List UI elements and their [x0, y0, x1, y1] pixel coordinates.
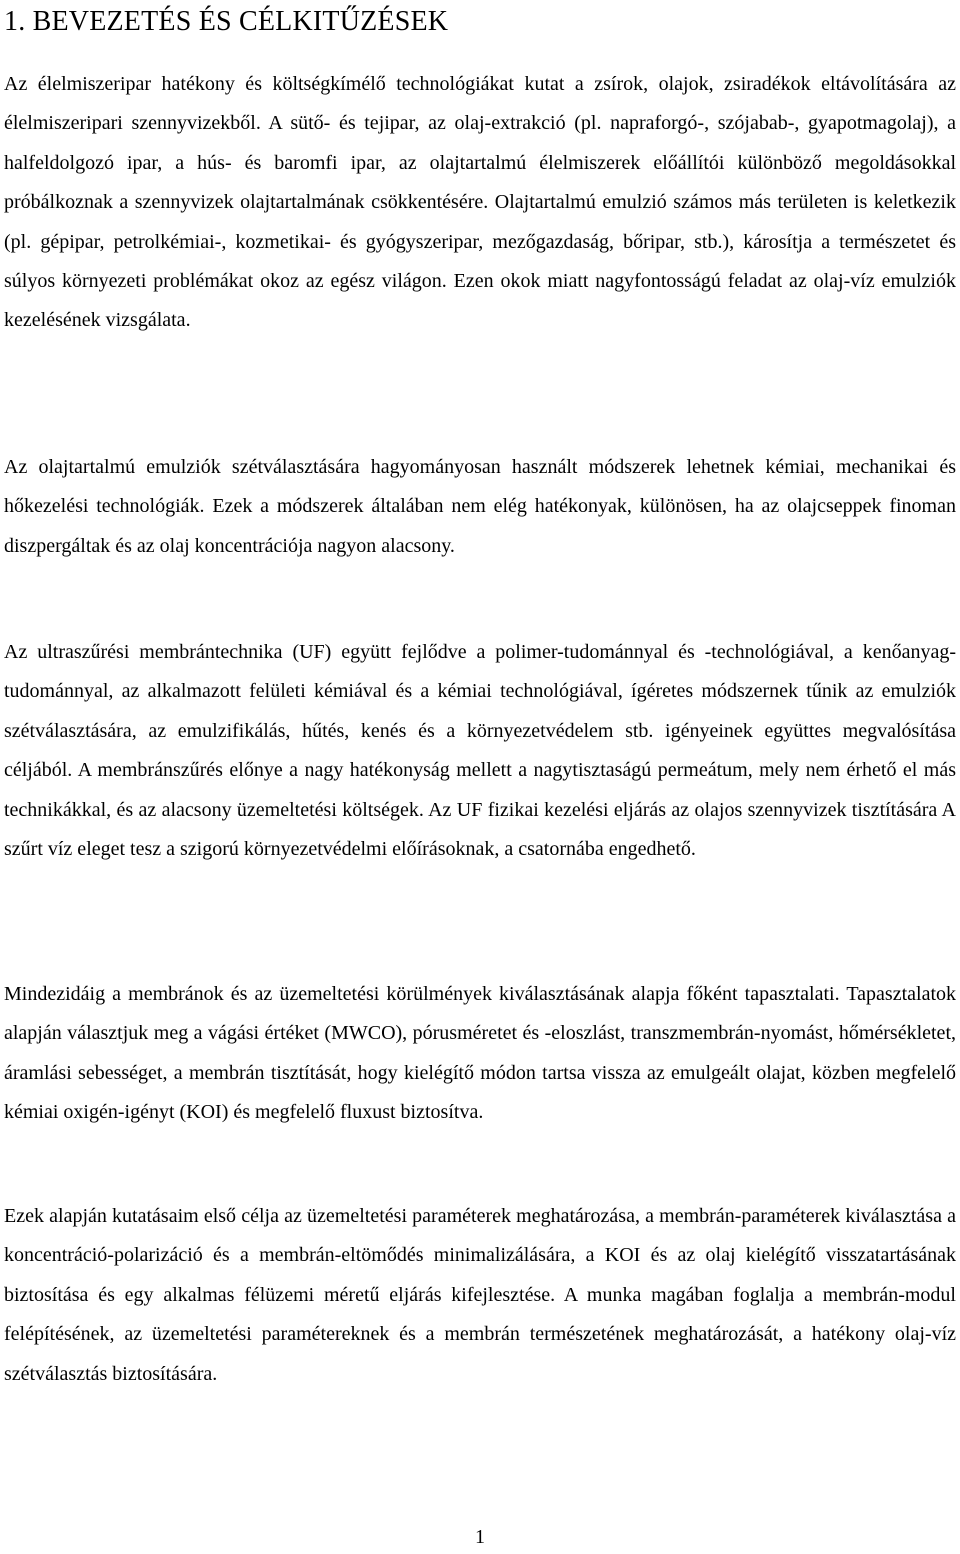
document-page: [4, 0, 956, 1385]
paragraph-membrane-selection: Mindezidáig a membránok és az üzemeltetési körülmények kiválasztásának alapja főként tapasztalati. Tapasztalatok alapján választjuk meg a vágási értéket (MWCO), pórusméretet és -eloszlást, transzmembrán-nyomást, hőmérsékletet, áramlási sebességet, a membrán tisztítását, hogy kielégítő módon tartsa vissza az emulgeált olajat, közben megfelelő kémiai oxigén-igényt (KOI) és megfelelő fluxust biztosítva.: [4, 983, 956, 1124]
paragraph-ultrafiltration: Az ultraszűrési membrántechnika (UF) együtt fejlődve a polimer-tudománnyal és -technológiával, a kenőanyag-tudománnyal, az alkalmazott felületi kémiával és a kémiai technológiával, ígéretes módszernek tűnik az emulziók szétválasztására, az emulzifikálás, hűtés, kenés és a környezetvédelem stb. igényeinek együttes megvalósítása céljából. A membránszűrés előnye a nagy hatékonyság mellett a nagytisztaságú permeátum, mely nem érhető el más technikákkal, és az alacsony üzemeltetési költségek. Az UF fizikai kezelési eljárás az olajos szennyvizek tisztítására A szűrt víz eleget tesz a szigorú környezetvédelmi előírásoknak, a csatornába engedhető.: [4, 641, 956, 861]
paragraph-traditional-methods: Az olajtartalmú emulziók szétválasztására hagyományosan használt módszerek lehetnek kémiai, mechanikai és hőkezelési technológiák. Ezek a módszerek általában nem elég hatékonyak, különösen, ha az olajcseppek finoman diszpergáltak és az olaj koncentrációja nagyon alacsony.: [4, 456, 956, 557]
section-heading: 1. BEVEZETÉS ÉS CÉLKITŰZÉSEK: [4, 6, 449, 37]
paragraph-intro: Az élelmiszeripar hatékony és költségkímélő technológiákat kutat a zsírok, olajok, zsiradékok eltávolítására az élelmiszeripari szennyvizekből. A sütő- és tejipar, az olaj-extrakció (pl. napraforgó-, szójabab-, gyapotmagolaj), a halfeldolgozó ipar, a hús- és baromfi ipar, az olajtartalmú élelmiszerek előállítói különböző megoldásokkal próbálkoznak a szennyvizek olajtartalmának csökkentésére. Olajtartalmú emulzió számos más területen is keletkezik (pl. gépipar, petrolkémiai-, kozmetikai- és gyógyszeripar, mezőgazdaság, bőripar, stb.), károsítja a természetet és súlyos környezeti problémákat okoz az egész világon. Ezen okok miatt nagyfontosságú feladat az olaj-víz emulziók kezelésének vizsgálata.: [4, 73, 956, 332]
page-number: 1: [475, 1526, 485, 1548]
paragraph-research-goals: Ezek alapján kutatásaim első célja az üzemeltetési paraméterek meghatározása, a membrán-paraméterek kiválasztása a koncentráció-polarizáció és a membrán-eltömődés minimalizálására, a KOI és az olaj kielégítő visszatartásának biztosítása és egy alkalmas félüzemi méretű eljárás kifejlesztése. A munka magában foglalja a membrán-modul felépítésének, az üzemeltetési paramétereknek és a membrán természetének meghatározását, a hatékony olaj-víz szétválasztás biztosítására.: [4, 1205, 956, 1385]
